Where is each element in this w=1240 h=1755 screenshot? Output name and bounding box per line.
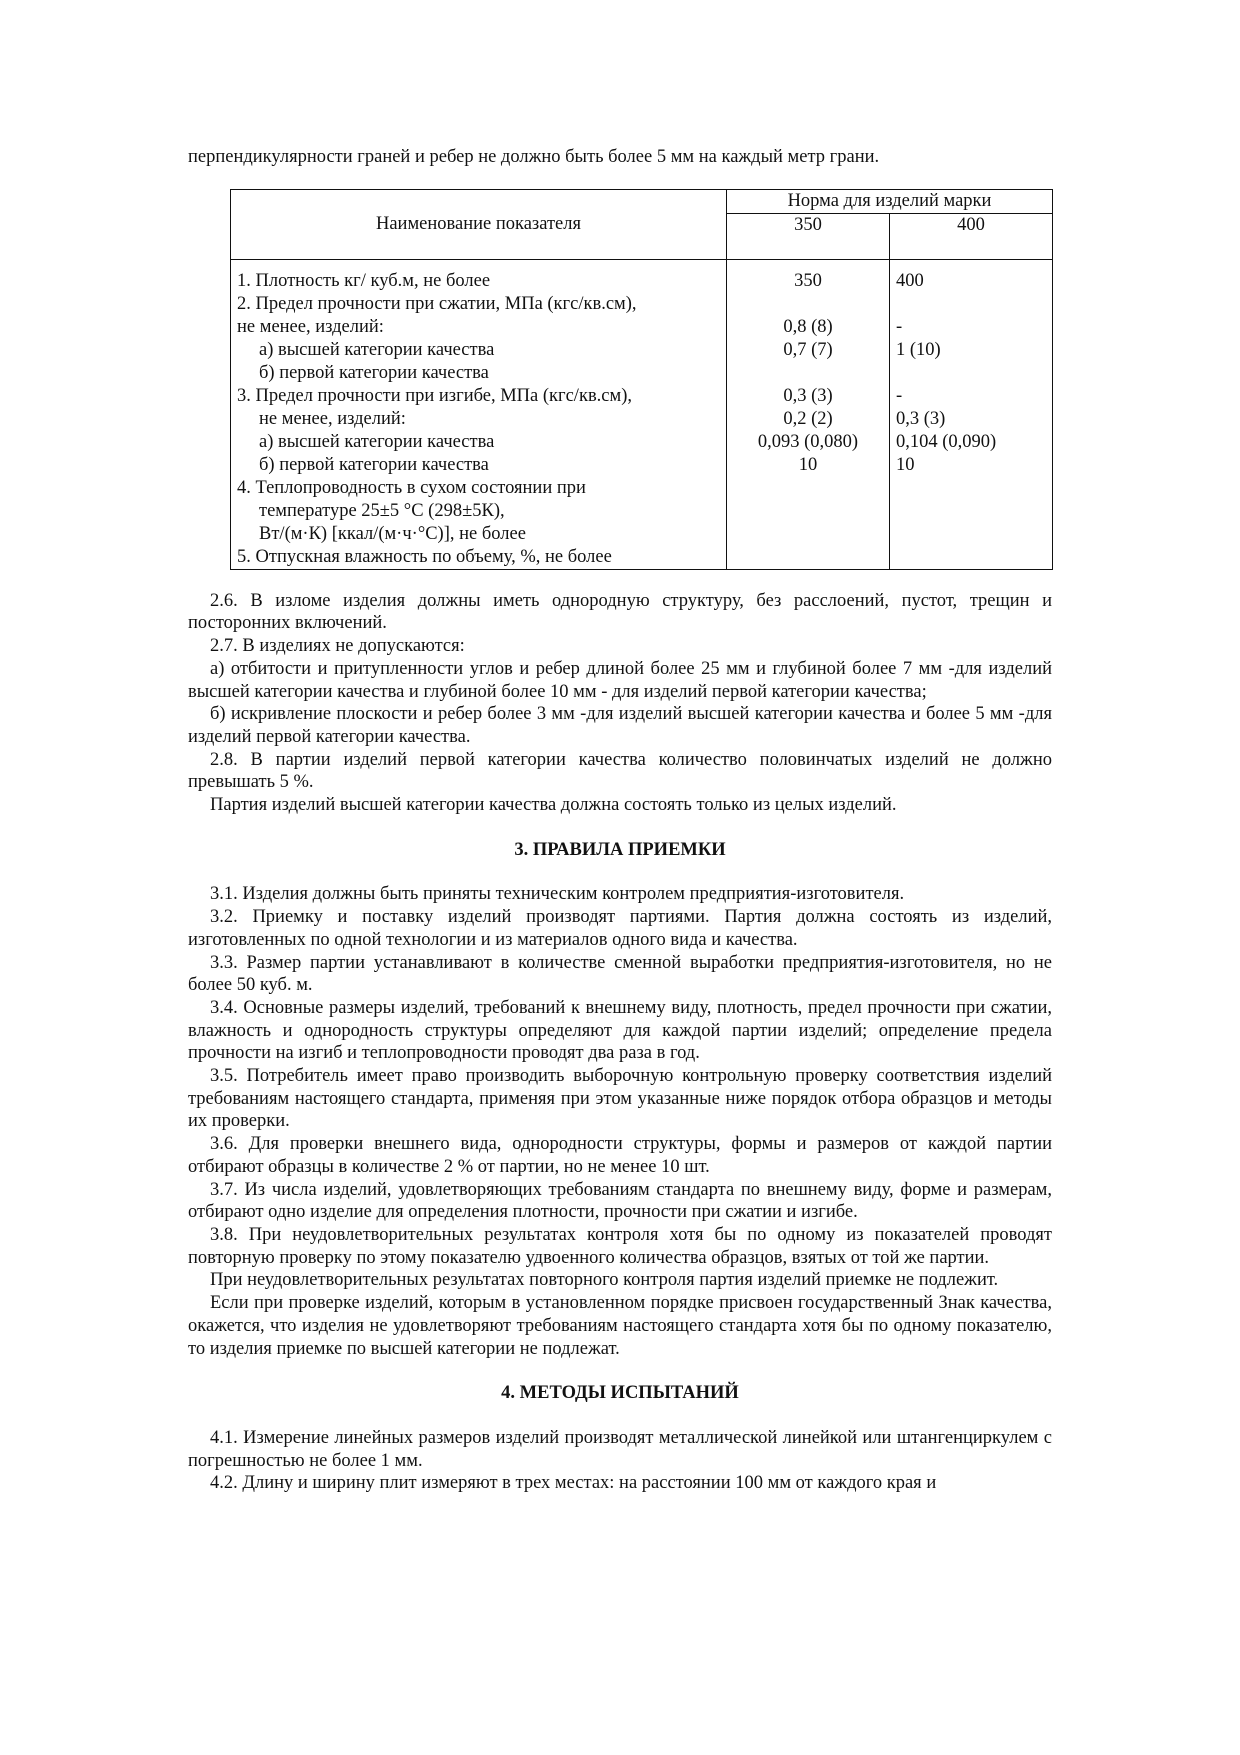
table-row [231,385,1053,408]
cell-v350 [727,362,890,385]
cell-v400: 1 (10) [890,339,1053,362]
properties-table [230,189,1053,570]
cell-name: 3. Предел прочности при изгибе, МПа (кгс/кв.см), [231,385,727,408]
cell-v400: 0,3 (3) [890,408,1053,431]
section-4-heading: 4. МЕТОДЫ ИСПЫТАНИЙ [501,1383,739,1404]
cell-v400 [890,477,1053,500]
header-name: Наименование показателя [231,189,727,259]
cell-v350 [727,477,890,500]
cell-name: 4. Теплопроводность в сухом состоянии при [231,477,727,500]
cell-v350: 0,8 (8) [727,316,890,339]
header-400: 400 [890,213,1053,259]
table-row [231,477,1053,500]
paragraph: 4.1. Измерение линейных размеров изделий производят металлической линейкой или штангенциркулем с погрешностью не более 1 мм. [188,1427,1052,1471]
cell-v400 [890,500,1053,523]
cell-v400 [890,523,1053,546]
cell-name: 2. Предел прочности при сжатии, МПа (кгс/кв.см), [231,293,727,316]
table-row [231,316,1053,339]
header-norm: Норма для изделий марки [727,189,1053,213]
cell-v350: 0,2 (2) [727,408,890,431]
table-row [231,431,1053,454]
paragraph: 3.7. Из числа изделий, удовлетворяющих требованиям стандарта по внешнему виду, форме и размерам, отбирают одно изделие для определения плотности, прочности при сжатии и изгибе. [188,1179,1052,1223]
cell-v350 [727,546,890,570]
section-2-paragraphs [188,590,1052,817]
cell-name: а) высшей категории качества [231,431,727,454]
table-row [231,259,1053,293]
cell-v400: - [890,316,1053,339]
cell-v350: 0,093 (0,080) [727,431,890,454]
paragraph: 3.1. Изделия должны быть приняты техническим контролем предприятия-изготовителя. [210,884,905,905]
cell-name: 5. Отпускная влажность по объему, %, не более [231,546,727,570]
section-3-heading: 3. ПРАВИЛА ПРИЕМКИ [514,839,726,860]
table-row [231,454,1053,477]
section-3-paragraphs [188,883,1052,1360]
table-row [231,523,1053,546]
table-row [231,339,1053,362]
cell-name: б) первой категории качества [231,362,727,385]
paragraph: 2.7. В изделиях не допускаются: [210,636,465,657]
cell-v400 [890,362,1053,385]
cell-name: не менее, изделий: [231,408,727,431]
cell-v400 [890,546,1053,570]
table-row [231,362,1053,385]
cell-v350: 0,7 (7) [727,339,890,362]
paragraph: б) искривление плоскости и ребер более 3 мм -для изделий высшей категории качества и более 5 мм -для изделий первой категории качества. [188,704,1052,747]
cell-v400: - [890,385,1053,408]
cell-v350: 350 [727,259,890,293]
cell-v400 [890,293,1053,316]
paragraph: Если при проверке изделий, которым в установленном порядке присвоен государственный Знак качества, окажется, что изделия не удовлетворяют требованиям настоящего стандарта хотя бы по одному показателю, то изделия приемке по высшей категории не подлежат. [188,1293,1052,1359]
cell-v350 [727,293,890,316]
section-4-paragraphs [188,1427,1052,1495]
cell-v400: 10 [890,454,1053,477]
cell-v350 [727,500,890,523]
paragraph: 3.8. При неудовлетворительных результатах контроля хотя бы по одному из показателей проводят повторную проверку по этому показателю удвоенного количества образцов, взятых от той же партии. [188,1224,1052,1268]
document-page [188,146,1052,1495]
table-row [231,293,1053,316]
cell-name: 1. Плотность кг/ куб.м, не более [231,259,727,293]
paragraph: 3.3. Размер партии устанавливают в количестве сменной выработки предприятия-изготовителя, но не более 50 куб. м. [188,952,1052,996]
paragraph: 3.4. Основные размеры изделий, требований к внешнему виду, плотность, предел прочности при сжатии, влажность и однородность структуры определяют для каждой партии изделий; определение предела прочности на изгиб и теплопроводности проводят два раза в год. [188,997,1052,1064]
table-row [231,408,1053,431]
paragraph: 2.6. В изломе изделия должны иметь однородную структуру, без расслоений, пустот, трещин и посторонних включений. [188,590,1052,634]
cell-v400: 400 [890,259,1053,293]
cell-name: а) высшей категории качества [231,339,727,362]
paragraph: 3.5. Потребитель имеет право производить выборочную контрольную проверку соответствия изделий требованиям настоящего стандарта, применяя при этом указанные ниже порядок отбора образцов и методы их проверки. [188,1066,1052,1132]
cell-name: температуре 25±5 °С (298±5К), [231,500,727,523]
paragraph: 3.2. Приемку и поставку изделий производят партиями. Партия должна состоять из изделий, изготовленных по одной технологии и из материалов одного вида и качества. [188,907,1052,950]
paragraph: 2.8. В партии изделий первой категории качества количество половинчатых изделий не должно превышать 5 %. [188,749,1052,793]
table-row [231,546,1053,570]
paragraph: Партия изделий высшей категории качества должна состоять только из целых изделий. [210,795,897,816]
cell-v350: 10 [727,454,890,477]
paragraph: При неудовлетворительных результатах повторного контроля партия изделий приемке не подлежит. [210,1270,999,1291]
header-350: 350 [727,213,890,259]
paragraph: 3.6. Для проверки внешнего вида, однородности структуры, формы и размеров от каждой партии отбирают образцы в количестве 2 % от партии, но не менее 10 шт. [188,1134,1052,1177]
intro-paragraph: перпендикулярности граней и ребер не должно быть более 5 мм на каждый метр грани. [188,147,880,167]
cell-v400: 0,104 (0,090) [890,431,1053,454]
cell-v350 [727,523,890,546]
paragraph: 4.2. Длину и ширину плит измеряют в трех местах: на расстоянии 100 мм от каждого края и [210,1473,937,1494]
cell-name: Вт/(м·К) [ккал/(м·ч·°С)], не более [231,523,727,546]
cell-name: б) первой категории качества [231,454,727,477]
cell-name: не менее, изделий: [231,316,727,339]
table-row [231,500,1053,523]
paragraph: а) отбитости и притупленности углов и ребер длиной более 25 мм и глубиной более 7 мм -для изделий высшей категории качества и глубиной более 10 мм - для изделий первой категории качества; [188,658,1052,702]
cell-v350: 0,3 (3) [727,385,890,408]
